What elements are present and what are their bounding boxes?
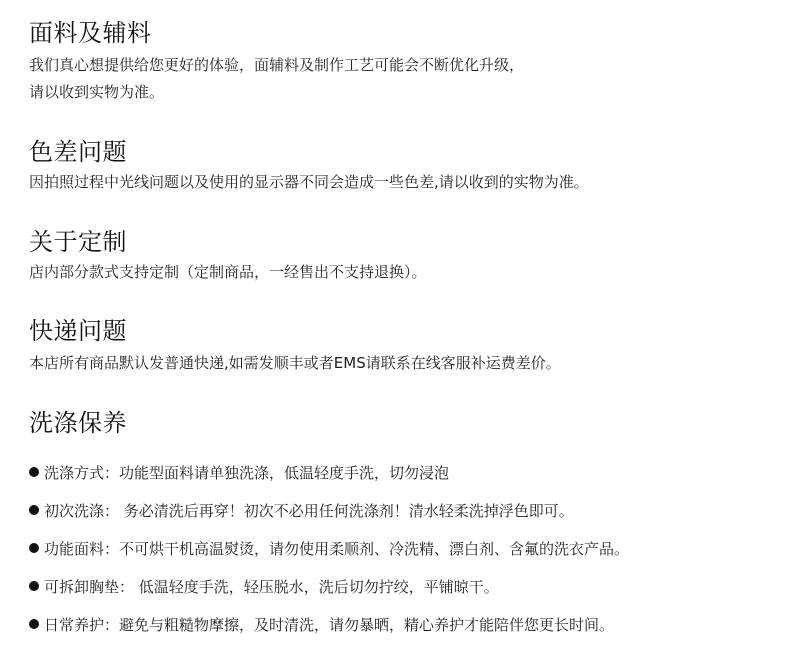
section-shipping	[29, 316, 769, 377]
care-item	[29, 491, 769, 529]
care-item-text: 功能面料：不可烘干机高温熨烫，请勿使用柔顺剂、冷洗精、漂白剂、含氟的洗衣产品。	[44, 539, 630, 558]
section-fabric	[29, 18, 769, 106]
section-title: 快递问题	[29, 317, 127, 345]
care-item	[29, 567, 769, 605]
care-item-text: 可拆卸胸垫： 低温轻度手洗，轻压脱水，洗后切勿拧绞，平铺晾干。	[44, 577, 499, 596]
section-title: 色差问题	[29, 138, 127, 166]
care-item	[29, 453, 769, 491]
section-customization	[29, 227, 769, 286]
care-item	[29, 605, 769, 643]
section-text-line: 本店所有商品默认发普通快递,如需发顺丰或者EMS请联系在线客服补运费差价。	[29, 354, 561, 372]
care-item	[29, 529, 769, 567]
section-care	[29, 408, 769, 438]
section-title: 面料及辅料	[29, 19, 152, 47]
section-text-line: 我们真心想提供给您更好的体验，面辅料及制作工艺可能会不断优化升级，	[29, 56, 525, 74]
section-title: 洗涤保养	[29, 409, 127, 437]
bullet-icon	[29, 467, 39, 477]
bullet-icon	[29, 619, 39, 629]
care-item-text: 洗涤方式：功能型面料请单独洗涤，低温轻度手洗，切勿浸泡	[44, 463, 450, 482]
care-item-text: 日常养护：避免与粗糙物摩擦，及时清洗，请勿暴晒，精心养护才能陪伴您更长时间。	[44, 615, 615, 634]
bullet-icon	[29, 581, 39, 591]
section-text-line: 请以收到实物为准。	[29, 83, 165, 101]
section-text-line: 因拍照过程中光线问题以及使用的显示器不同会造成一些色差,请以收到的实物为准。	[29, 173, 589, 191]
section-text-line: 店内部分款式支持定制（定制商品，一经售出不支持退换）。	[29, 263, 427, 281]
section-color-difference	[29, 137, 769, 196]
care-list	[29, 453, 769, 643]
bullet-icon	[29, 543, 39, 553]
care-item-text: 初次洗涤： 务必清洗后再穿！初次不必用任何洗涤剂！清水轻柔洗掉浮色即可。	[44, 501, 574, 520]
bullet-icon	[29, 505, 39, 515]
section-title: 关于定制	[29, 228, 127, 256]
